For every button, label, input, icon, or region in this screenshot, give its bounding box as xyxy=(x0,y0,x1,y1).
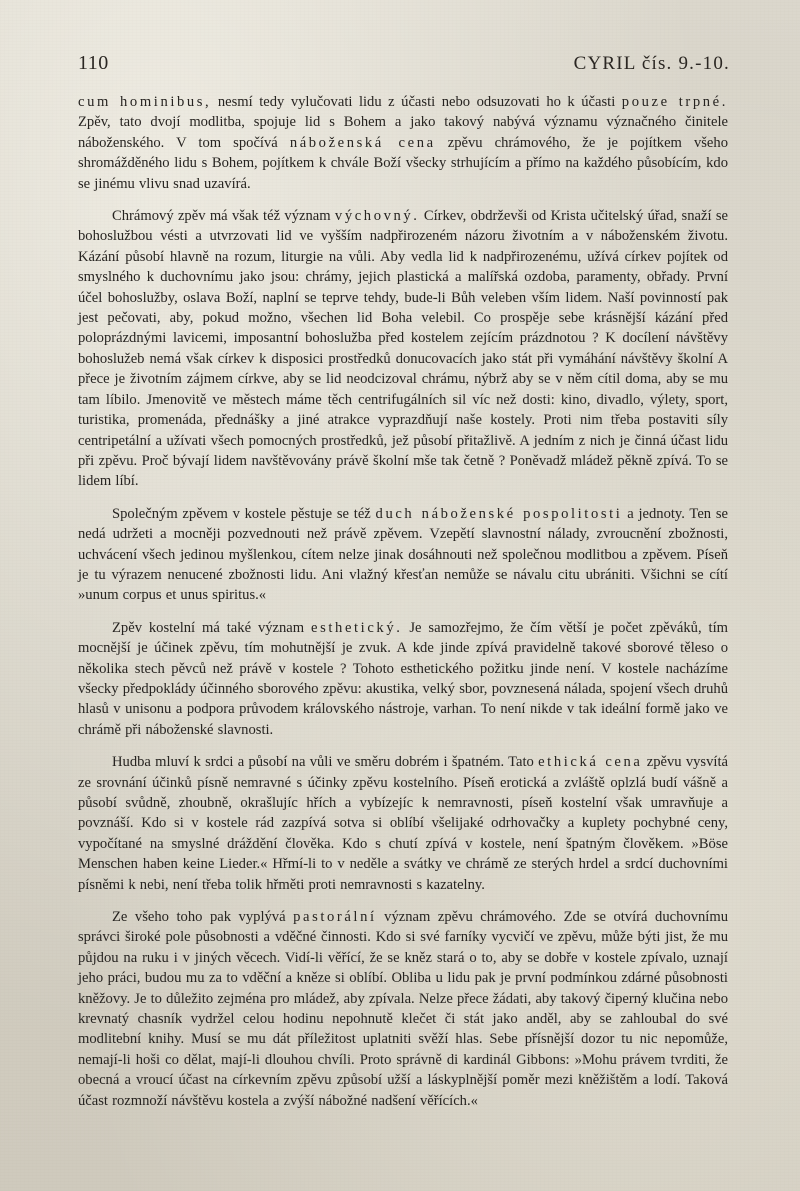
emphasized-text: duch náboženské pospolitosti xyxy=(375,505,623,522)
emphasized-text: výchovný. xyxy=(334,208,420,225)
emphasized-text: cum hominibus, xyxy=(78,94,212,110)
page-number: 110 xyxy=(78,52,109,74)
body-text-run: Církev, obdrževši od Krista učitelský úřad, snaží se bohoslužbou vésti a utvrzovati lid ve vyšším nadpřirozeném názoru životním a v náboženském životu. Kázání působí hlavně na rozum, liturgie na vůli. Aby vedla lid k nadpřirozenému, užívá církev pojítek od smyslného k duchovnímu jako jsou: chrámy, jejich plastická a malířská ozdoba, paramenty, obřady. První účel bohoslužby, oslava Boží, naplní se teprve tehdy, bude-li Bůh veleben vším lidem. Naší povinností pak jest pečovati, aby, pokud možno, všechen lid Boha velebil. Co prospěje sebe krásnější kázání před poloprázdnými lavicemi, imposantní bohoslužba před kostelem zejícím prázdnotou ? K docílení návštěvy bohoslužeb nemá však církev k disposici prostředků donucovacích jako stát při vymáhání návštěvy školní A přece je životním zájmem církve, aby se lid neodcizoval chrámu, nýbrž aby se v něm cítil doma, aby se mu tam líbilo. Jmenovitě ve městech máme těch centrifugálních sil víc než dosti: kino, divadlo, výlety, sport, turistika, promenáda, přednášky a jiné atrakce vyprazdňují naše kostely. Proti nim třeba postaviti síly centripetální a užívati všech pomocných prostředků, jež působí přitažlivě. A jedním z nich je činná účast lidu při zpěvu. Proč bývají lidem navštěvovány právě školní mše tak četně ? Poněvadž mládež pěkně zpívá. To se lidem líbí. xyxy=(78,208,728,490)
body-text-run: Zpěv kostelní má také význam xyxy=(112,619,312,636)
body-text-run: Zpěv, tato dvojí modlitba, spojuje lid s Bohem a jako takový nabývá významu význačného činitele náboženského. V tom spočívá xyxy=(78,114,728,151)
body-text-run: a jednoty. Ten se nedá udržeti a mocněji pozvednouti než právě zpěvem. Vzepětí slavnostní nálady, zvroucnění zbožnosti, uchvácení všech jedinou myšlenkou, cítem nelze jinak dosáhnouti než společnou modlitbou a zpěvem. Píseň je tu výrazem nenucené zbožnosti lidu. Ani vlažný křesťan nemůže se návalu citu ubrániti. Všichni se cítí »unum corpus et unus spiritus.« xyxy=(78,505,729,604)
body-text-run: význam zpěvu chrámového. Zde se otvírá duchovnímu správci široké pole působnosti a vděčné činnosti. Kdo si své farníky vycvičí ve zpěvu, může býti jist, že mu půjdou na ruku i v jiných věcech. Vidí-li věřící, že se kněz stará o to, aby se dobře v kostele zpívalo, uznají jeho práci, budou mu za to vděční a kněze si oblíbí. Obliba u lidu pak je první podmínkou zdárné působnosti kněžovy. Je to důležito zejména pro mládež, aby zpívala. Nelze přece žádati, aby takový čiperný klučina nebo krevnatý chasník vydržel celou hodinu nepohnutě klečet či stát jako anděl, aby se zahloubal do své modlitební knihy. Musí se mu dát příležitost uplatniti svěží hlas. Sebe přísnější dozor tu nic nepomůže, nemají-li hoši co dělat, mají-li dlouhou chvíli. Proto správně di kardinál Gibbons: »Mohu právem tvrditi, že obecná a vroucí účast na církevním zpěvu způsobí užší a láskyplnější poměr mezi kněžištěm a lodí. Taková účast rozmnoží návštěvu kostela a zvýší nábožné nadšení věřících.« xyxy=(78,909,728,1109)
body-text-run: Ze všeho toho pak vyplývá xyxy=(112,909,294,926)
emphasized-text: náboženská cena xyxy=(289,134,436,151)
paragraph xyxy=(78,504,728,606)
emphasized-text: ethická cena xyxy=(538,754,643,771)
body-text-run: Je samozřejmo, že čím větší je počet zpěváků, tím mocnější je účinek zpěvu, tím mohutnější je zvuk. A kde jinde zpívá pravidelně takové sborové těleso o několika stech pěvců než právě v kostele ? Tohoto esthetického požitku jinde není. V kostele nacházíme všecky předpoklády účinného sborového zpěvu: akustika, velký sbor, povznesená nálada, spojení všech druhů hlasů v unisonu a podpora průvodem královského nástroje, varhan. To není nikde v tak ideální formě jako ve chrámě při náboženské slavnosti. xyxy=(78,619,728,738)
paragraph xyxy=(78,907,728,1111)
body-text-run: Chrámový zpěv má však též význam xyxy=(112,208,335,225)
body-text-run: nesmí tedy vylučovati lidu z účasti nebo odsuzovati ho k účasti xyxy=(211,94,622,110)
running-head: CYRIL čís. 9.-10. xyxy=(573,53,730,74)
paragraph xyxy=(78,752,728,895)
emphasized-text: pastorální xyxy=(293,909,377,926)
body-text-run: zpěvu chrámového, že je pojítkem všeho shromážděného lidu s Bohem, pojítkem k chvále Boží všecky strhujícím a přímo na každého působícím, kdo se jinému vlivu snad uzavírá. xyxy=(78,134,728,192)
page-header xyxy=(78,52,730,78)
emphasized-text: esthetický. xyxy=(311,619,403,636)
body-text-run: Společným zpěvem v kostele pěstuje se též xyxy=(112,505,376,522)
article-body xyxy=(78,92,728,1123)
paragraph xyxy=(78,92,728,194)
body-text-run: Hudba mluví k srdci a působí na vůli ve směru dobrém i špatném. Tato xyxy=(112,754,539,771)
paragraph xyxy=(78,206,728,492)
emphasized-text: pouze trpné. xyxy=(621,94,728,110)
paragraph xyxy=(78,618,728,740)
body-text-run: zpěvu vysvítá ze srovnání účinků písně nemravné s účinky zpěvu kostelního. Píseň erotická a zvláště oplzlá budí vášně a působí svůdně, zhoubně, okrašlujíc hřích a vybízejíc k nemravnosti, píseň kostelní však umravňuje a povznáší. Kdo si v kostele rád zazpívá sotva si oblíbí všelijaké odrhovačky a kuplety pochybné ceny, vypočítané na smyslné dráždění člověka. Kdo s chutí zpívá v kostele, není špatným člověkem. »Böse Menschen haben keine Lieder.« Hřmí-li to v neděle a svátky ve chrámě ze sterých hrdel a srdcí duchovními písněmi k nebi, není třeba tolik hřměti proti nemravnosti s kazatelny. xyxy=(78,754,728,893)
